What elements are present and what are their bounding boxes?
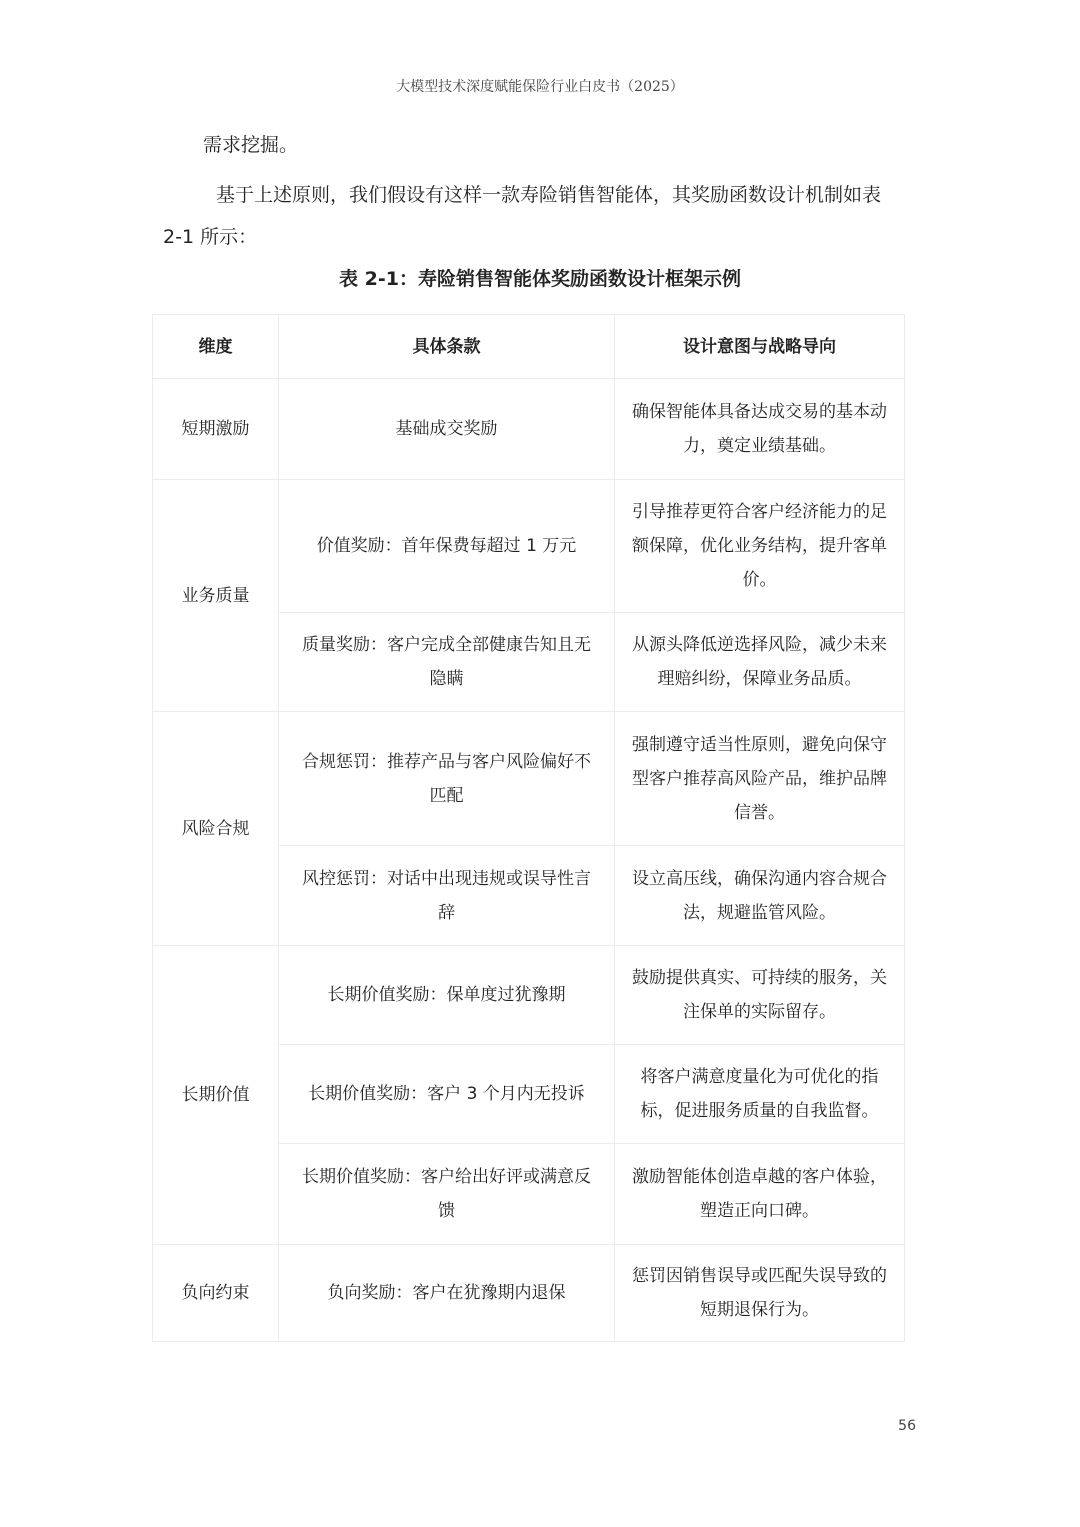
clause-cell: 基础成交奖励 [279,379,615,480]
dimension-cell: 负向约束 [153,1245,279,1342]
table-row [153,946,905,1045]
reward-design-table [152,314,905,1342]
intent-cell: 激励智能体创造卓越的客户体验，塑造正向口碑。 [615,1144,905,1245]
header-intent: 设计意图与战略导向 [615,315,905,379]
intent-cell: 将客户满意度量化为可优化的指标，促进服务质量的自我监督。 [615,1045,905,1144]
table-row [153,480,905,613]
table-row [153,379,905,480]
dimension-cell: 风险合规 [153,712,279,946]
clause-cell: 长期价值奖励：客户给出好评或满意反馈 [279,1144,615,1245]
dimension-cell: 长期价值 [153,946,279,1245]
paragraph-1: 需求挖掘。 [203,134,299,156]
table-row [153,1245,905,1342]
clause-cell: 负向奖励：客户在犹豫期内退保 [279,1245,615,1342]
table-row [153,712,905,846]
clause-cell: 风控惩罚：对话中出现违规或误导性言辞 [279,846,615,946]
clause-cell: 价值奖励：首年保费每超过 1 万元 [279,480,615,613]
clause-cell: 长期价值奖励：保单度过犹豫期 [279,946,615,1045]
dimension-cell: 短期激励 [153,379,279,480]
header-dimension: 维度 [153,315,279,379]
clause-cell: 质量奖励：客户完成全部健康告知且无隐瞒 [279,613,615,712]
intent-cell: 鼓励提供真实、可持续的服务，关注保单的实际留存。 [615,946,905,1045]
clause-cell: 长期价值奖励：客户 3 个月内无投诉 [279,1045,615,1144]
intent-cell: 确保智能体具备达成交易的基本动力，奠定业绩基础。 [615,379,905,480]
intent-cell: 从源头降低逆选择风险，减少未来理赔纠纷，保障业务品质。 [615,613,905,712]
dimension-cell: 业务质量 [153,480,279,712]
page-number: 56 [898,1418,916,1434]
intent-cell: 引导推荐更符合客户经济能力的足额保障，优化业务结构，提升客单价。 [615,480,905,613]
paragraph-2-line-1: 基于上述原则，我们假设有这样一款寿险销售智能体，其奖励函数设计机制如表 [216,184,882,206]
table-header-row [153,315,905,379]
paragraph-2-line-2: 2-1 所示： [163,226,258,248]
intent-cell: 强制遵守适当性原则，避免向保守型客户推荐高风险产品，维护品牌信誉。 [615,712,905,846]
table-caption: 表 2-1：寿险销售智能体奖励函数设计框架示例 [339,268,741,290]
paragraph-2 [163,174,933,258]
intent-cell: 惩罚因销售误导或匹配失误导致的短期退保行为。 [615,1245,905,1342]
clause-cell: 合规惩罚：推荐产品与客户风险偏好不匹配 [279,712,615,846]
intent-cell: 设立高压线，确保沟通内容合规合法，规避监管风险。 [615,846,905,946]
page-header: 大模型技术深度赋能保险行业白皮书（2025） [396,79,684,95]
header-clause: 具体条款 [279,315,615,379]
